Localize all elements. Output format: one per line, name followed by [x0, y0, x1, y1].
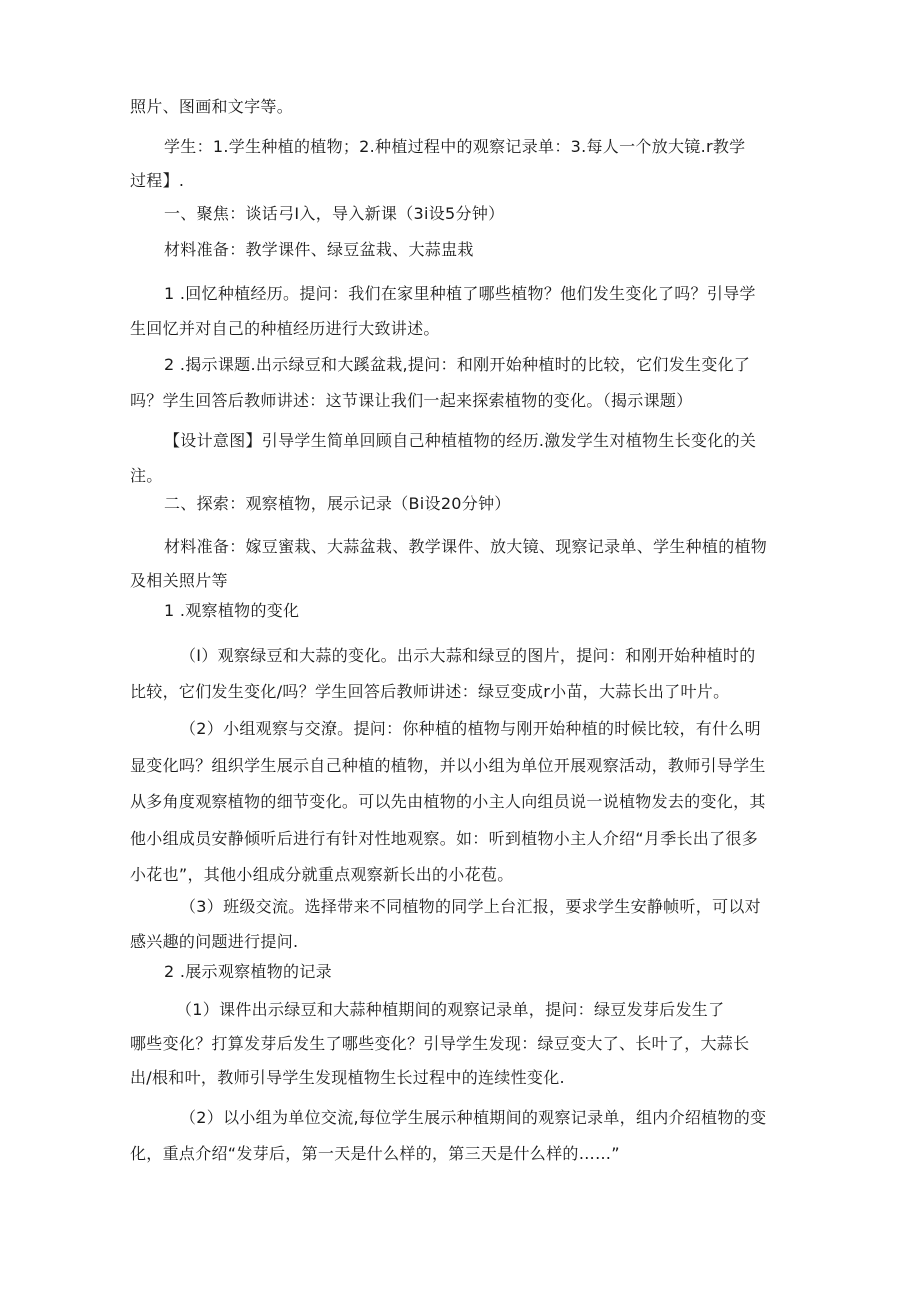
text-line: 【设计意图】引导学生简单回顾自己种植植物的经历.激发学生对植物生长变化的关 — [164, 431, 757, 450]
text-line: 显变化吗？组织学生展示自己种植的植物，并以小组为单位开展观察活动，教师引导学生 — [130, 755, 766, 775]
text-line: 注。 — [130, 466, 163, 485]
text-line: 从多角度观察植物的细节变化。可以先由植物的小主人向组员说一说植物发去的变化，其 — [130, 792, 766, 811]
section-title: 一、聚焦：谈话弓I入，导入新课（3i设5分钟） — [164, 204, 505, 223]
text-line: （3）班级交流。选择带来不同植物的同学上台汇报，要求学生安静帧听，可以对 — [180, 897, 761, 916]
heading-section-2 — [164, 494, 511, 514]
subheading-observe-changes — [164, 601, 299, 621]
paragraph-materials-2 — [130, 530, 767, 598]
text-line: 照片、图画和文字等。 — [130, 97, 294, 116]
text-line: 哪些变化？打算发芽后发生了哪些变化？引导学生发现：绿豆变大了、长叶了，大蒜长 — [130, 1034, 750, 1053]
text-line: 吗？学生回答后教师讲述：这节课让我们一起来探索植物的变化。（揭示课题） — [130, 391, 693, 410]
text-line: 过程】. — [130, 171, 185, 190]
paragraph-student-materials — [130, 130, 745, 198]
text-line: 化，重点介绍“发芽后，第一天是什么样的，第三天是什么样的……” — [130, 1144, 620, 1163]
paragraph-records-2 — [130, 1100, 766, 1172]
heading-section-1 — [164, 204, 504, 224]
text-line: （2）以小组为单位交流,每位学生展示种植期间的观察记录单，组内介绍植物的变 — [180, 1108, 767, 1127]
paragraph-step-1 — [130, 276, 756, 346]
text-line: 比较，它们发生变化/吗？学生回答后教师讲述：绿豆变成r小苗，大蒜长出了叶片。 — [130, 682, 730, 701]
text-line: 学生：1.学生种植的植物；2.种植过程中的观察记录单：3.每人一个放大镜.r教学 — [164, 137, 746, 156]
text-line: 他小组成员安静倾听后进行有针对性地观察。如：听到植物小主人介绍“月季长出了很多 — [130, 828, 758, 848]
paragraph-materials-1 — [164, 240, 474, 260]
text-line: 材料准备：教学课件、绿豆盆栽、大蒜盅栽 — [164, 240, 474, 259]
paragraph-step-2 — [130, 347, 750, 419]
text-line: 出/根和叶，教师引导学生发现植物生长过程中的连续性变化. — [130, 1068, 565, 1087]
paragraph-observe-2 — [130, 711, 766, 894]
paragraph-observe-1 — [130, 638, 756, 710]
paragraph-observe-3 — [130, 889, 761, 959]
text-line: （1）课件出示绿豆和大蒜种植期间的观察记录单，提问：绿豆发芽后发生了 — [176, 1000, 725, 1019]
text-line: 1 .回忆种植经历。提问：我们在家里种植了哪些植物？他们发生变化了吗？引导学 — [164, 284, 756, 303]
paragraph-design-intent — [130, 423, 756, 493]
subsection-title: 2 .展示观察植物的记录 — [164, 962, 332, 981]
paragraph-records-1 — [130, 993, 749, 1095]
subheading-show-records — [164, 962, 332, 982]
paragraph-materials-tail — [130, 97, 293, 117]
text-line: （I）观察绿豆和大蒜的变化。出示大蒜和绿豆的图片，提问：和刚开始种植时的 — [180, 646, 756, 665]
text-line: 材料准备：嫁豆蜜栽、大蒜盆栽、教学课件、放大镜、现察记录单、学生种植的植物 — [164, 537, 768, 556]
text-line: 生回忆并对自己的种植经历进行大致讲述。 — [130, 319, 440, 338]
text-line: 及相关照片等 — [130, 571, 228, 590]
text-line: 感兴趣的问题进行提问. — [130, 932, 299, 951]
text-line: 小花也”，其他小组成分就重点观察新长出的小花苞。 — [130, 865, 514, 884]
subsection-title: 1 .观察植物的变化 — [164, 601, 300, 620]
text-line: （2）小组观察与交潦。提问：你种植的植物与刚开始种植的时候比较，有什么明 — [180, 719, 761, 738]
section-title: 二、探索：观察植物，展示记录（Bi设20分钟） — [164, 494, 511, 513]
text-line: 2 .揭示课题.出示绿豆和大蹊盆栽,提问：和刚开始种植时的比较，它们发生变化了 — [164, 355, 751, 374]
